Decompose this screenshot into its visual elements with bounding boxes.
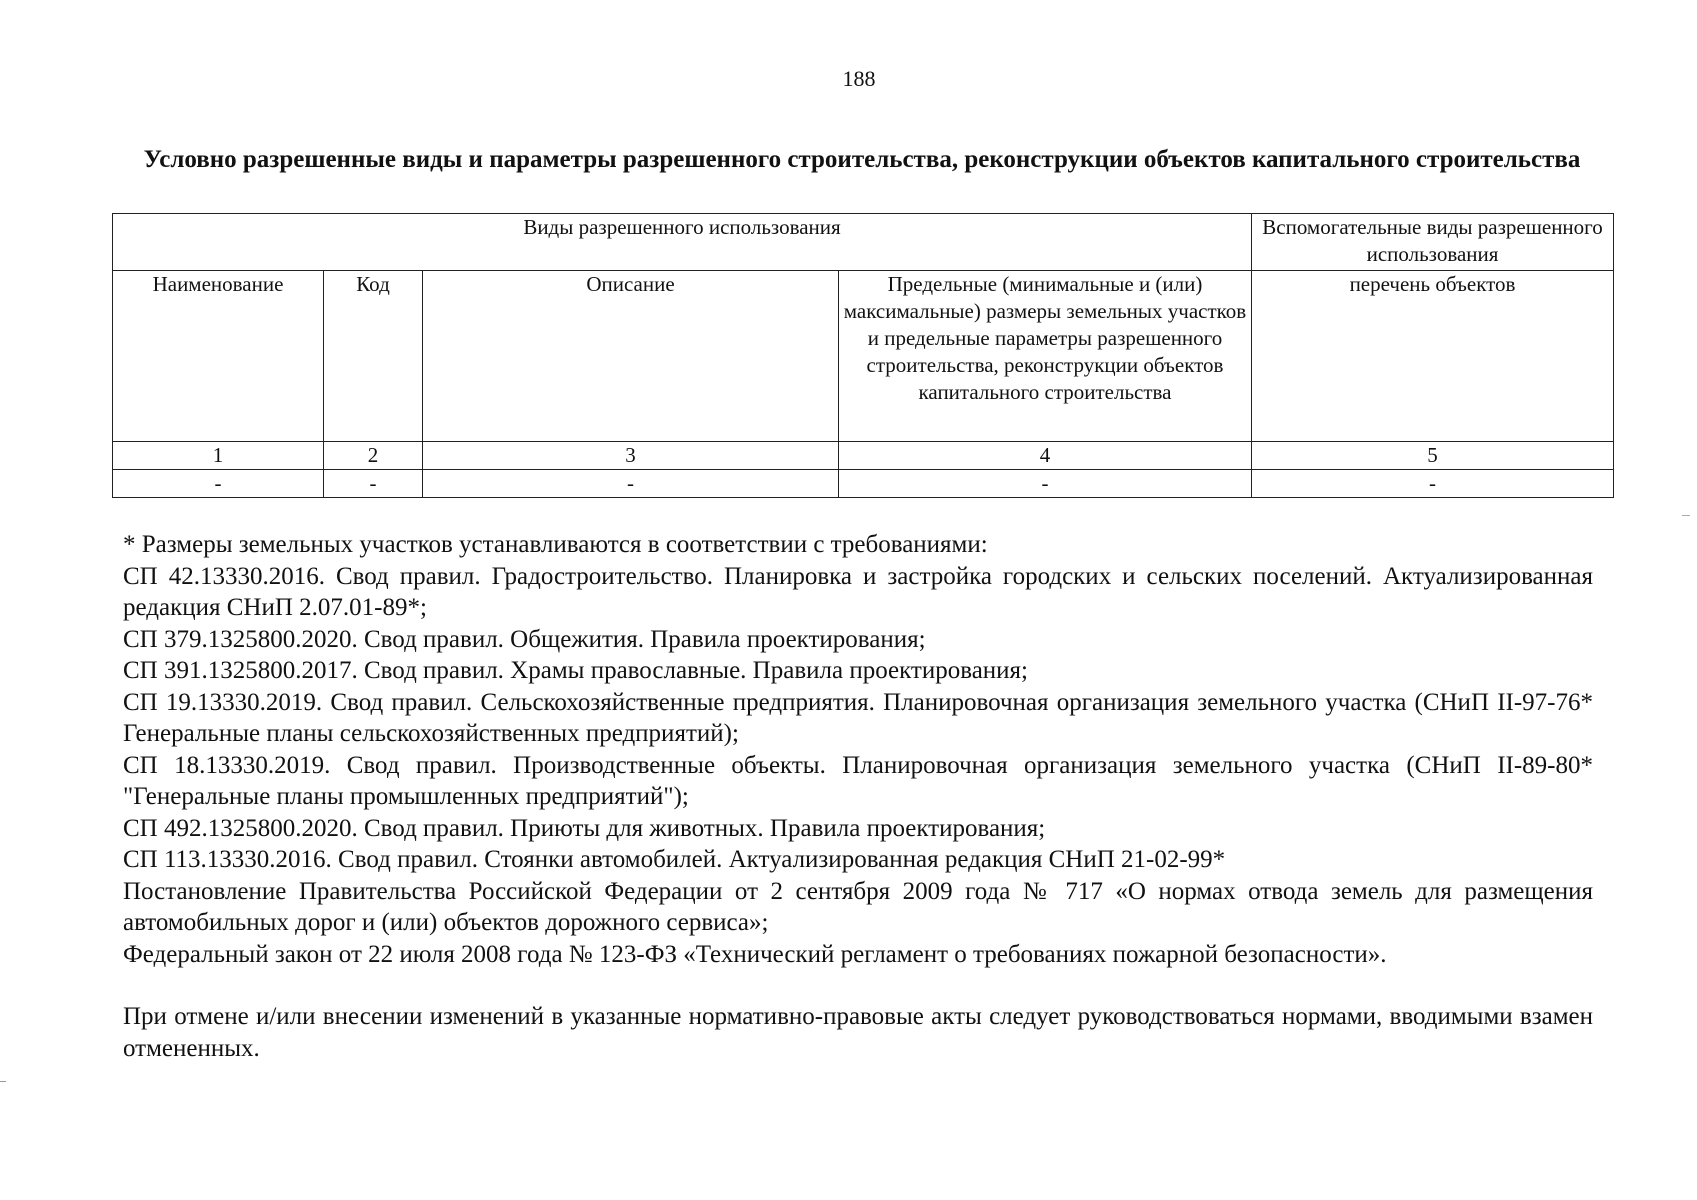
note-item: СП 492.1325800.2020. Свод правил. Приюты для животных. Правила проектирования; (123, 814, 1046, 842)
note-item: СП 113.13330.2016. Свод правил. Стоянки автомобилей. Актуализированная редакция СНиП 21-02-99* (123, 846, 1226, 873)
table-cell: - (324, 470, 423, 498)
column-number: 2 (324, 442, 423, 470)
scan-margin-mark (1682, 515, 1690, 516)
column-header-object-list: перечень объектов (1252, 271, 1614, 442)
scan-margin-mark (0, 1081, 6, 1082)
column-header-description: Описание (423, 271, 839, 442)
note-item: СП 18.13330.2019. Свод правил. Производственные объекты. Планировочная организация земельного участка (СНиП II-89-80* "Генеральные планы промышленных предприятий"); (123, 751, 1593, 810)
group-header-main: Виды разрешенного использования (113, 214, 1252, 271)
permitted-use-table (112, 213, 1614, 498)
column-number: 3 (423, 442, 839, 470)
table-cell: - (423, 470, 839, 498)
group-header-aux: Вспомогательные виды разрешенного использования (1252, 214, 1614, 271)
note-item: Постановление Правительства Российской Федерации от 2 сентября 2009 года № 717 «О нормах отвода земель для размещения автомобильных дорог и (или) объектов дорожного сервиса»; (123, 877, 1593, 936)
note-item: Федеральный закон от 22 июля 2008 года № 123-ФЗ «Технический регламент о требованиях пожарной безопасности». (123, 940, 1387, 968)
requirements-notes (123, 529, 1593, 1064)
column-header-name: Наименование (113, 271, 324, 442)
table-column-header-row (113, 271, 1614, 442)
table-cell: - (113, 470, 324, 498)
column-header-code: Код (324, 271, 423, 442)
table-group-header-row (113, 214, 1614, 271)
column-number: 5 (1252, 442, 1614, 470)
table-cell: - (1252, 470, 1614, 498)
table-row (113, 470, 1614, 498)
closing-paragraph: При отмене и/или внесении изменений в указанные нормативно-правовые акты следует руководствоваться нормами, вводимыми взамен отмененных. (123, 1003, 1593, 1062)
page-number: 188 (842, 66, 876, 91)
column-number: 4 (839, 442, 1252, 470)
note-item: СП 19.13330.2019. Свод правил. Сельскохозяйственные предприятия. Планировочная организация земельного участка (СНиП II-97-76* Генеральные планы сельскохозяйственных предприятий); (123, 688, 1593, 747)
document-title: Условно разрешенные виды и параметры разрешенного строительства, реконструкции объектов капитального строительства (143, 146, 1581, 173)
note-item: СП 379.1325800.2020. Свод правил. Общежития. Правила проектирования; (123, 625, 926, 653)
column-header-limits: Предельные (минимальные и (или) максимальные) размеры земельных участков и предельные параметры разрешенного строительства, реконструкции объектов капитального строительства (839, 271, 1252, 442)
note-item: СП 42.13330.2016. Свод правил. Градостроительство. Планировка и застройка городских и сельских поселений. Актуализированная редакция СНиП 2.07.01-89*; (123, 562, 1593, 621)
column-number: 1 (113, 442, 324, 470)
table-cell: - (839, 470, 1252, 498)
notes-intro: * Размеры земельных участков устанавливаются в соответствии с требованиями: (123, 531, 988, 558)
note-item: СП 391.1325800.2017. Свод правил. Храмы православные. Правила проектирования; (123, 657, 1028, 684)
table-column-number-row (113, 442, 1614, 470)
